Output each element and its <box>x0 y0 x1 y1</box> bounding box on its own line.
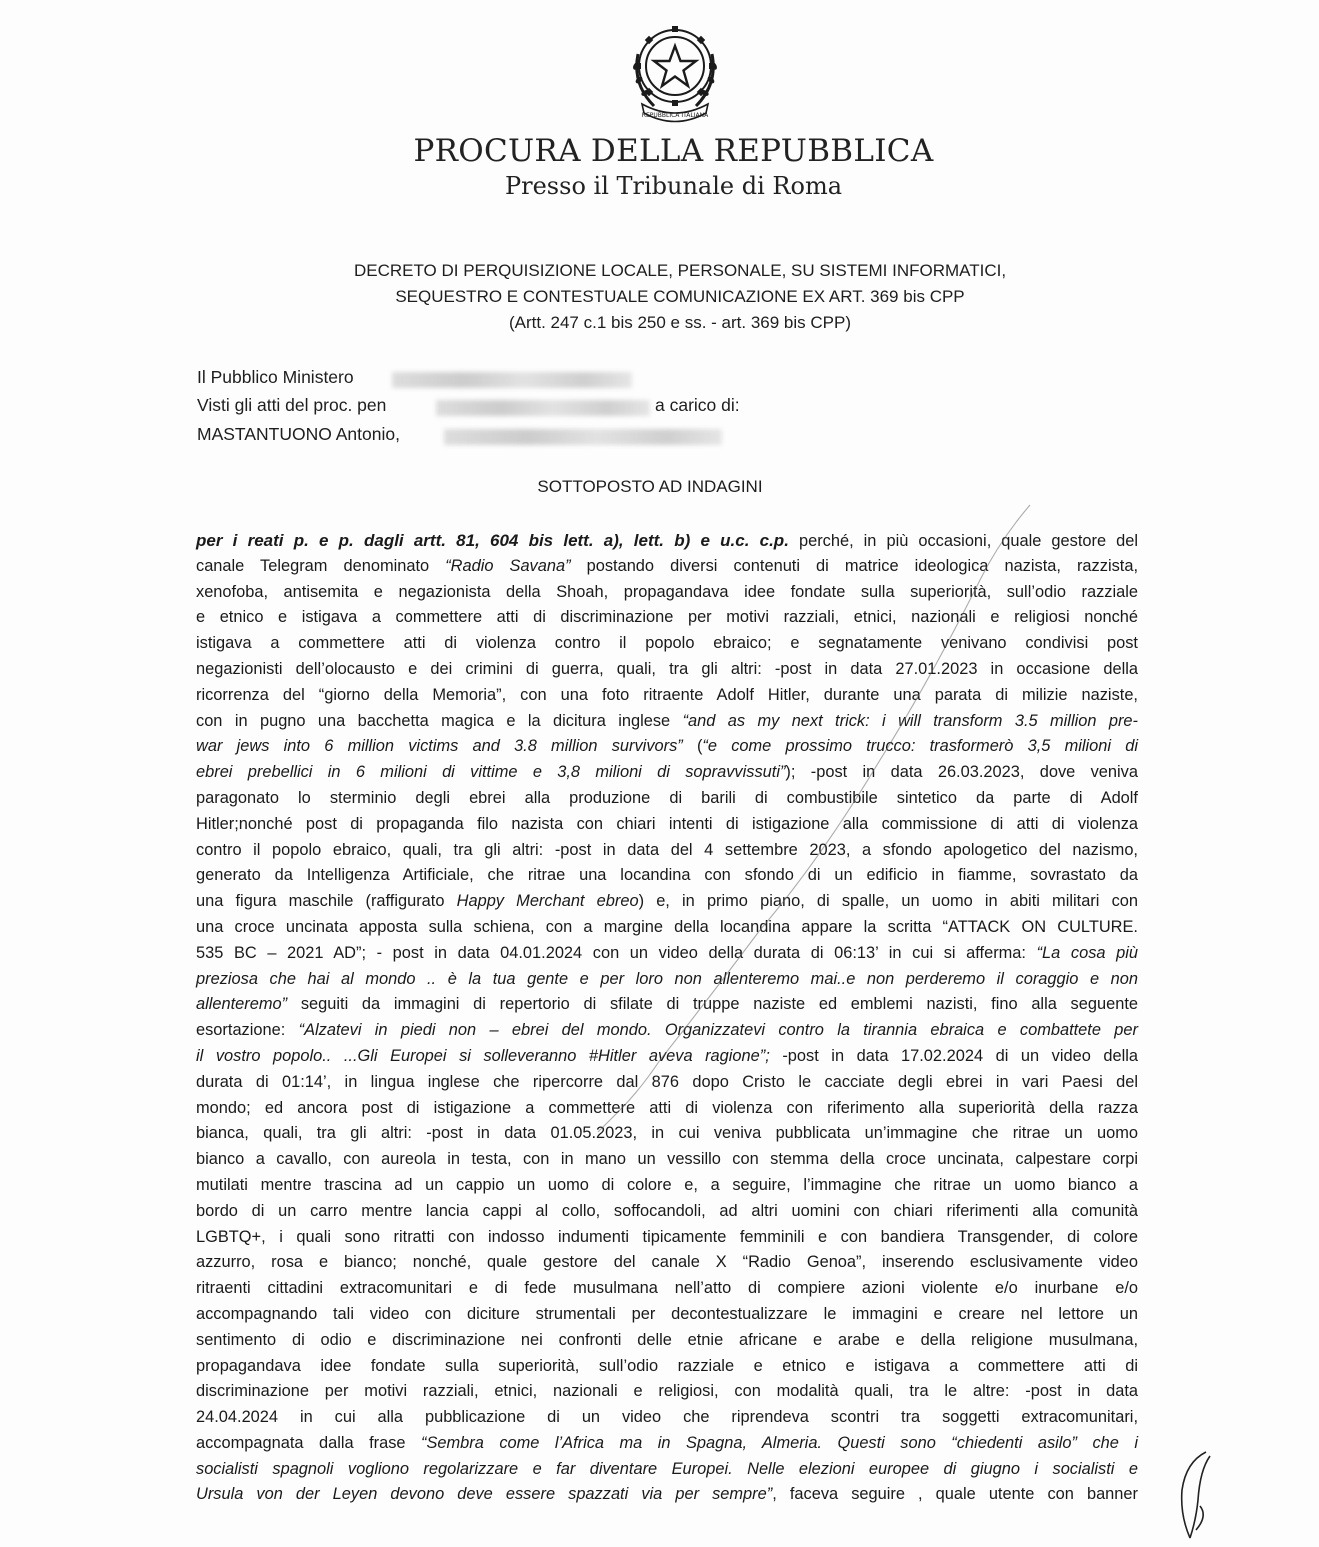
text-line <box>196 1018 1138 1044</box>
text-span: postando diversi contenuti di matrice ideologica nazista, razzista, <box>570 556 1139 575</box>
text-line: e etnico e istigava a commettere atti di discriminazione per motivi razziali, etnici, nazionali e religiosi nonché <box>196 608 1138 627</box>
text-line: una croce uncinata apposta sulla schiena, con a margine della locandina appare la scritta “ATTACK ON CULTURE. <box>196 917 1138 936</box>
text-span: , faceva seguire , quale utente con banner <box>772 1485 1138 1504</box>
text-line <box>196 709 1138 735</box>
redaction-pm-name <box>392 372 632 388</box>
text-line <box>196 992 1138 1018</box>
text-line: 24.04.2024 in cui alla pubblicazione di un video che riprendeva scontri tra soggetti extracomunitari, <box>196 1408 1138 1427</box>
defendant-name: MASTANTUONO Antonio, <box>197 424 400 444</box>
text-span: canale Telegram denominato <box>196 556 446 575</box>
text-line <box>196 1431 1138 1457</box>
redaction-defendant-details <box>444 429 722 445</box>
text-line: generato da Intelligenza Artificiale, che ritrae una locandina con sfondo di un edificio in fiamme, sovrastato da <box>196 866 1138 885</box>
text-span: allenteremo” <box>196 995 288 1014</box>
text-line: socialisti spagnoli vogliono regolarizzare e far diventare Europei. Nelle elezioni europee di giugno i socialisti e <box>196 1459 1138 1478</box>
text-span: ebrei prebellici in 6 milioni di vittime e 3,8 milioni di sopravvissuti” <box>196 763 786 782</box>
emblem-ribbon-text: REPUBBLICA ITALIANA <box>641 112 709 119</box>
text-span: war jews into 6 million victims and 3.8 million survivors” <box>196 737 683 756</box>
text-span: perché, in più occasioni, quale gestore del <box>788 532 1138 550</box>
text-span: seguiti da immagini di repertorio di sfilate di truppe naziste ed emblemi nazisti, fino alla seguente <box>287 995 1138 1014</box>
text-span: accompagnata dalla frase <box>196 1433 421 1452</box>
text-line <box>196 760 1138 786</box>
text-line <box>196 941 1138 967</box>
text-line <box>196 889 1138 915</box>
text-line: istigava a commettere atti di violenza contro il popolo ebraico; e segnatamente venivano condivisi post <box>196 634 1138 653</box>
text-span: ); -post in data 26.03.2023, dove veniva <box>785 763 1138 782</box>
text-span: con in pugno una bacchetta magica e la dicitura inglese <box>196 711 683 730</box>
text-line: Hitler;nonché post di propaganda filo nazista con chiari intenti di istigazione alla commissione di atti di violenza <box>196 814 1138 833</box>
text-line: mondo; ed ancora post di istigazione a commettere atti di violenza con riferimento alla superiorità della razza <box>196 1098 1138 1117</box>
text-span: “Alzatevi in piedi non – ebrei del mondo. Organizzatevi contro la tirannia ebraica e combattete per <box>298 1021 1138 1040</box>
text-span: “and as my next trick: i will transform 3.5 million pre- <box>682 711 1138 730</box>
text-line: durata di 01:14’, in lingua inglese che ripercorre dal 876 dopo Cristo le cacciate degli ebrei in vari Paesi del <box>196 1072 1138 1091</box>
text-line <box>196 1044 1138 1070</box>
text-line: azzurro, rosa e bianco; nonché, quale gestore del canale X “Radio Genoa”, inserendo esclusivamente video <box>196 1253 1138 1272</box>
decree-line-2: SEQUESTRO E CONTESTUALE COMUNICAZIONE EX ART. 369 bis CPP <box>395 287 965 306</box>
text-line <box>196 1482 1138 1508</box>
text-span: “e come prossimo trucco: trasformerò 3,5 milioni di <box>702 737 1138 756</box>
text-line <box>196 734 1138 760</box>
decree-line-1: DECRETO DI PERQUISIZIONE LOCALE, PERSONALE, SU SISTEMI INFORMATICI, <box>353 261 1007 280</box>
text-line: bordo di un carro mentre lancia cappi al collo, soffocandoli, ad altri uomini con chiari riferimenti alla comunità <box>196 1201 1138 1220</box>
office-subtitle: Presso il Tribunale di Roma <box>504 172 843 200</box>
text-line: bianca, quali, tra gli altri: -post in data 01.05.2023, in cui veniva pubblicata un’immagine che ritrae un uomo <box>196 1124 1138 1143</box>
italian-republic-emblem-icon <box>624 14 726 126</box>
text-span: “La cosa più <box>1036 943 1138 962</box>
section-heading: SOTTOPOSTO AD INDAGINI <box>537 477 763 496</box>
charges-paragraph <box>196 528 1138 1508</box>
text-line: mutilati mentre trascina ad un cappio un uomo di colore e, a seguire, l’immagine che ritrae un uomo bianco a <box>196 1175 1138 1194</box>
pm-label: Il Pubblico Ministero <box>197 367 354 387</box>
text-line: accompagnando tali video con diciture strumentali per decontestualizzare le immagini e creare nel lettore un <box>196 1304 1138 1323</box>
carico-label: a carico di: <box>655 395 740 415</box>
text-line: negazionisti dell’olocausto e dei crimini di guerra, quali, tra gli altri: -post in data 27.01.2023 in occasione della <box>196 659 1138 678</box>
text-span: ( <box>682 737 703 756</box>
text-span: una figura maschile (raffigurato <box>196 892 457 911</box>
decree-line-3: (Artt. 247 c.1 bis 250 e ss. - art. 369 bis CPP) <box>508 313 852 332</box>
text-span: Ursula von der Leyen devono deve essere spazzati via per sempre” <box>196 1485 773 1504</box>
text-line: bianco a cavallo, con aureola in testa, con in mano un vessillo con stemma della croce uncinata, calpestare corpi <box>196 1150 1138 1169</box>
charges-lead-in: per i reati p. e p. dagli artt. 81, 604 bis lett. a), lett. b) e u.c. c.p. <box>196 531 789 550</box>
text-span: -post in data 17.02.2024 di un video della <box>769 1046 1138 1065</box>
text-line <box>196 528 1138 554</box>
text-line: sentimento di odio e discriminazione nei confronti delle etnie africane e arabe e della religione musulmana, <box>196 1330 1138 1349</box>
redaction-case-number <box>436 400 650 416</box>
atti-label: Visti gli atti del proc. pen <box>197 395 387 415</box>
text-line: paragonato lo sterminio degli ebrei alla produzione di barili di combustibile sintetico da parte di Adolf <box>196 788 1138 807</box>
text-line <box>196 554 1138 580</box>
text-span: 535 BC – 2021 AD”; - post in data 04.01.2024 con un video della durata di 06:13’ in cui si afferma: <box>196 943 1037 962</box>
text-span: “Radio Savana” <box>445 556 571 575</box>
text-line: discriminazione per motivi razziali, etnici, nazionali e religiosi, con modalità quali, tra le altre: -post in data <box>196 1382 1138 1401</box>
text-line: preziosa che hai al mondo .. è la tua gente e per loro non allenteremo mai..e non perderemo il coraggio e non <box>196 969 1138 988</box>
text-line: xenofoba, antisemita e negazionista della Shoah, propagandava idee fondate sulla superiorità, sull’odio razziale <box>196 582 1138 601</box>
text-line: ritraenti cittadini extracomunitari e di fede musulmana nell’atto di compiere azioni violente e/o inurbane e/o <box>196 1279 1138 1298</box>
text-span: il vostro popolo.. ...Gli Europei si solleveranno #Hitler aveva ragione”; <box>196 1046 770 1065</box>
text-line: propagandava idee fondate sulla superiorità, sull’odio razziale e etnico e istigava a commettere atti di <box>196 1356 1138 1375</box>
text-line: contro il popolo ebraico, quali, tra gli altri: -post in data del 4 settembre 2023, a sfondo apologetico del nazismo, <box>196 840 1138 859</box>
office-title: PROCURA DELLA REPUBBLICA <box>413 133 934 169</box>
signature-mark <box>1182 1452 1210 1538</box>
text-span: “Sembra come l’Africa ma in Spagna, Almeria. Questi sono “chiedenti asilo” che i <box>421 1433 1138 1452</box>
text-line: ricorrenza del “giorno della Memoria”, con una foto ritraente Adolf Hitler, durante una parata di milizie naziste, <box>196 685 1138 704</box>
text-line: LGBTQ+, i quali sono ritratti con indosso indumenti tipicamente femminili e con bandiera Transgender, di colore <box>196 1227 1138 1246</box>
text-span: esortazione: <box>196 1021 299 1040</box>
decree-heading <box>250 258 1110 336</box>
text-span: Happy Merchant ebreo <box>456 892 639 911</box>
text-span: ) e, in primo piano, di spalle, un uomo in abiti militari con <box>638 892 1138 911</box>
